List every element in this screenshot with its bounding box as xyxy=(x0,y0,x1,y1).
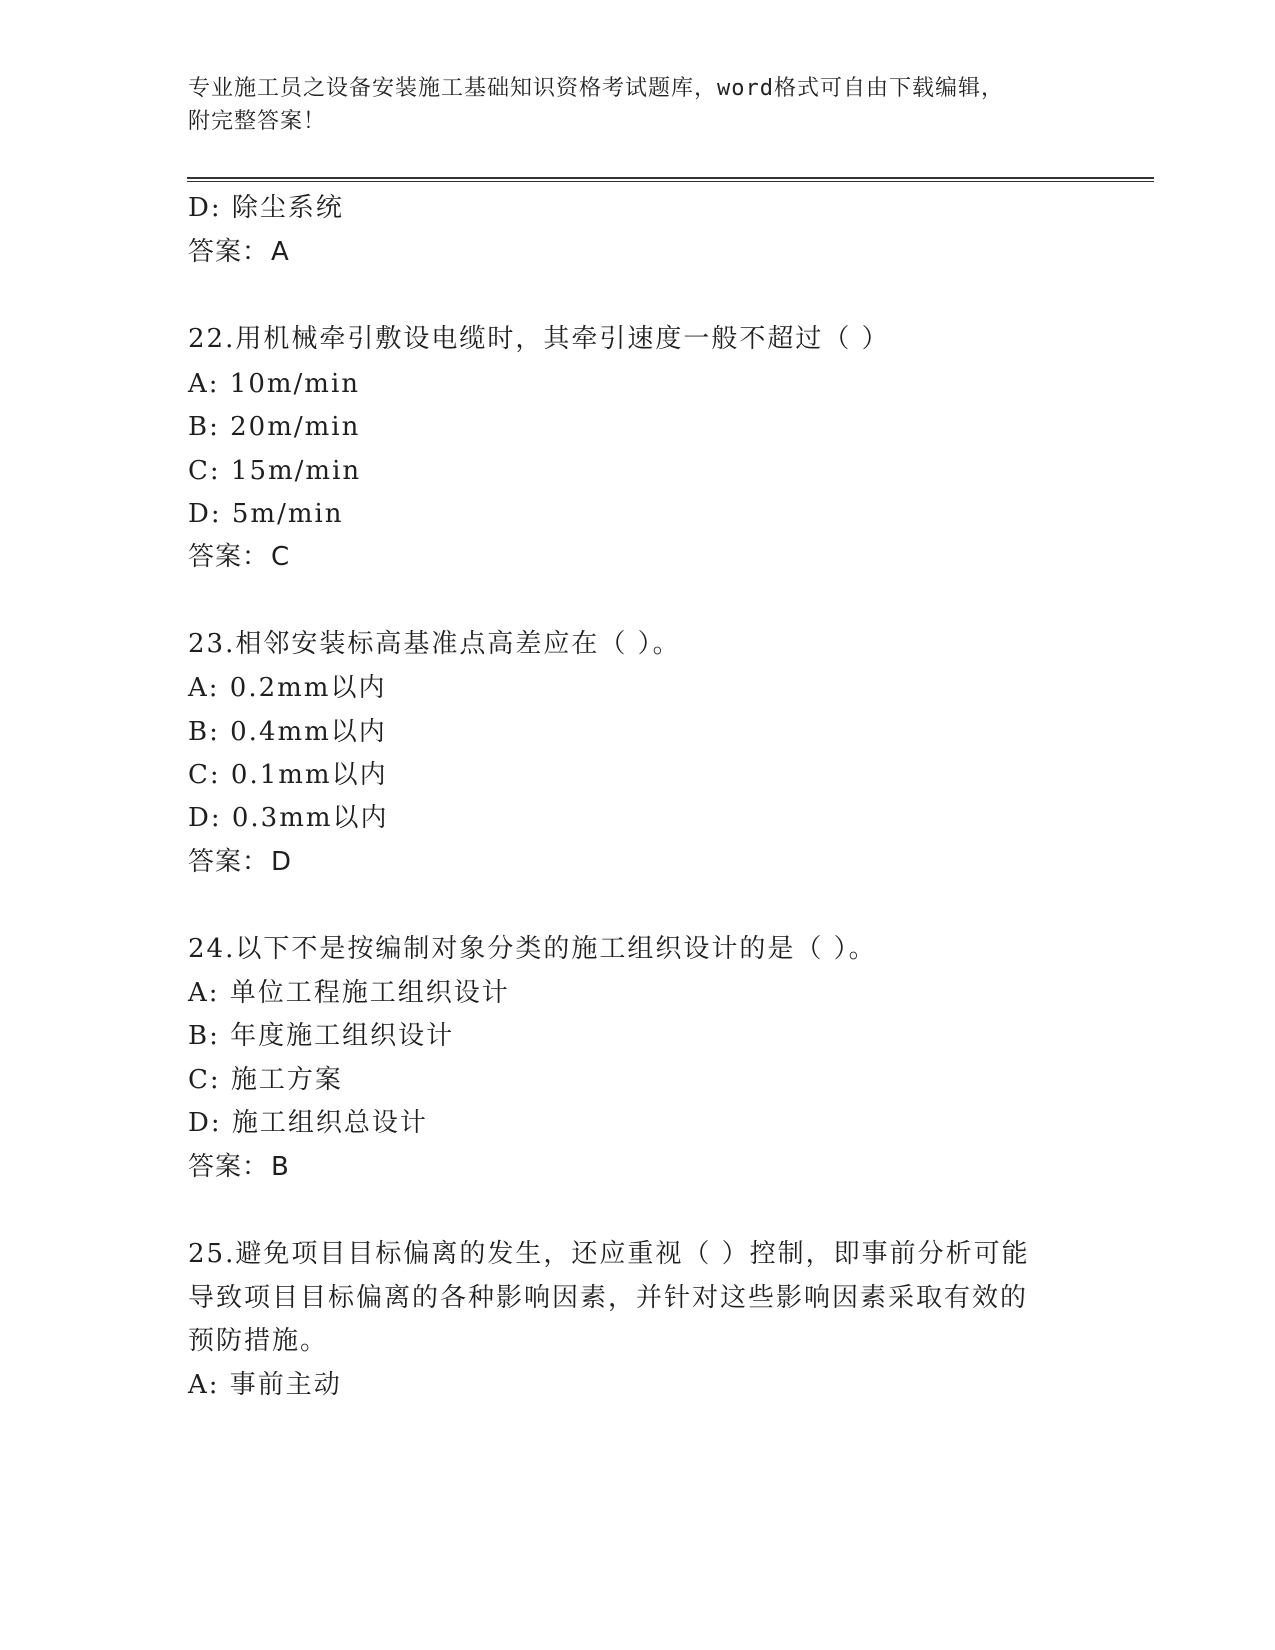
answer-value: A xyxy=(271,237,290,267)
answer-label: 答案： xyxy=(188,542,270,572)
q21-option-d: D: 除尘系统 xyxy=(188,193,344,223)
header-divider-thick xyxy=(187,177,1154,179)
q24-stem: 24.以下不是按编制对象分类的施工组织设计的是（ ）。 xyxy=(188,934,877,964)
answer-label: 答案： xyxy=(188,237,270,267)
answer-label: 答案： xyxy=(188,847,270,877)
q24-option-c: C: 施工方案 xyxy=(188,1065,343,1095)
q25-stem-line-1: 25.避免项目目标偏离的发生，还应重视（ ）控制，即事前分析可能 xyxy=(188,1239,1030,1269)
q23-option-a: A: 0.2mm以内 xyxy=(188,673,387,703)
q24-option-b: B: 年度施工组织设计 xyxy=(188,1021,455,1051)
q24-answer xyxy=(188,1151,290,1183)
q22-option-d: D: 5m/min xyxy=(188,499,344,529)
q24-option-d: D: 施工组织总设计 xyxy=(188,1108,428,1138)
answer-label: 答案： xyxy=(188,1152,270,1182)
page-header xyxy=(188,72,1078,138)
q23-option-b: B: 0.4mm以内 xyxy=(188,717,387,747)
q22-option-c: C: 15m/min xyxy=(188,456,362,486)
answer-value: B xyxy=(271,1152,290,1182)
q22-option-a: A: 10m/min xyxy=(188,369,361,399)
q22-stem: 22.用机械牵引敷设电缆时，其牵引速度一般不超过（ ） xyxy=(188,324,890,354)
q22-answer xyxy=(188,541,290,573)
q23-stem: 23.相邻安装标高基准点高差应在（ ）。 xyxy=(188,629,681,659)
q22-option-b: B: 20m/min xyxy=(188,412,361,442)
q24-option-a: A: 单位工程施工组织设计 xyxy=(188,978,510,1008)
q23-option-d: D: 0.3mm以内 xyxy=(188,803,389,833)
answer-value: D xyxy=(271,847,293,877)
q23-answer xyxy=(188,846,292,878)
answer-value: C xyxy=(271,542,291,572)
q25-option-a: A: 事前主动 xyxy=(188,1370,342,1400)
q25-stem-line-3: 预防措施。 xyxy=(188,1326,329,1356)
q23-option-c: C: 0.1mm以内 xyxy=(188,760,388,790)
q25-stem-line-2: 导致项目目标偏离的各种影响因素，并针对这些影响因素采取有效的 xyxy=(188,1283,1029,1313)
header-divider-thin xyxy=(187,181,1154,182)
q21-answer xyxy=(188,236,290,268)
header-line-1: 专业施工员之设备安装施工基础知识资格考试题库，word格式可自由下载编辑， xyxy=(188,76,1004,101)
header-line-2: 附完整答案！ xyxy=(188,109,327,134)
